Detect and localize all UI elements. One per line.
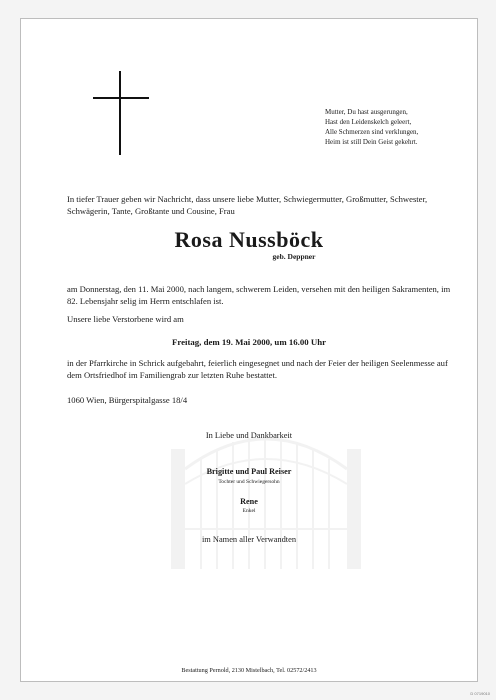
address: 1060 Wien, Bürgerspitalgasse 18/4 bbox=[67, 395, 188, 405]
deceased-name: Rosa Nussböck bbox=[174, 227, 324, 252]
intro-text: In tiefer Trauer geben wir Nachricht, dass unsere liebe Mutter, Schwiegermutter, Großmutter, Schwester, Schwägerin, Tante, Großtante und Cousine, Frau bbox=[67, 194, 428, 216]
maiden-name: geb. Deppner bbox=[272, 252, 316, 261]
closing-line: In Liebe und Dankbarkeit bbox=[205, 431, 293, 440]
mourner-name: Rene bbox=[240, 497, 258, 506]
mourner-relation: Enkel bbox=[242, 508, 256, 514]
document-code: D 0719010 bbox=[470, 691, 490, 696]
obituary-page bbox=[20, 18, 478, 682]
mourner-name: Brigitte und Paul Reiser bbox=[206, 467, 292, 476]
cross-icon bbox=[93, 71, 149, 155]
funeral-date: Freitag, dem 19. Mai 2000, um 16.00 Uhr bbox=[171, 337, 326, 347]
funeral-intro: Unsere liebe Verstorbene wird am bbox=[67, 314, 184, 324]
mourner-relation: Tochter und Schwiegersohn bbox=[218, 479, 280, 485]
death-notice: am Donnerstag, den 11. Mai 2000, nach langem, schwerem Leiden, versehen mit den heiligen Sakramenten, im 82. Lebensjahr selig im Herrn entschlafen ist. bbox=[67, 284, 451, 306]
funeral-details: in der Pfarrkirche in Schrick aufgebahrt, feierlich eingesegnet und nach der Feier der heiligen Seelenmesse auf dem Ortsfriedhof im Familiengrab zur letzten Ruhe bestattet. bbox=[67, 358, 448, 380]
poem: Mutter, Du hast ausgerungen, Hast den Leidenskelch geleert, Alle Schmerzen sind verklungen, Heim ist still Dein Geist gekehrt. bbox=[325, 108, 419, 146]
footer-funeral-home: Bestattung Pernold, 2130 Mistelbach, Tel. 02572/2413 bbox=[181, 667, 317, 674]
family-line: im Namen aller Verwandten bbox=[201, 535, 297, 544]
